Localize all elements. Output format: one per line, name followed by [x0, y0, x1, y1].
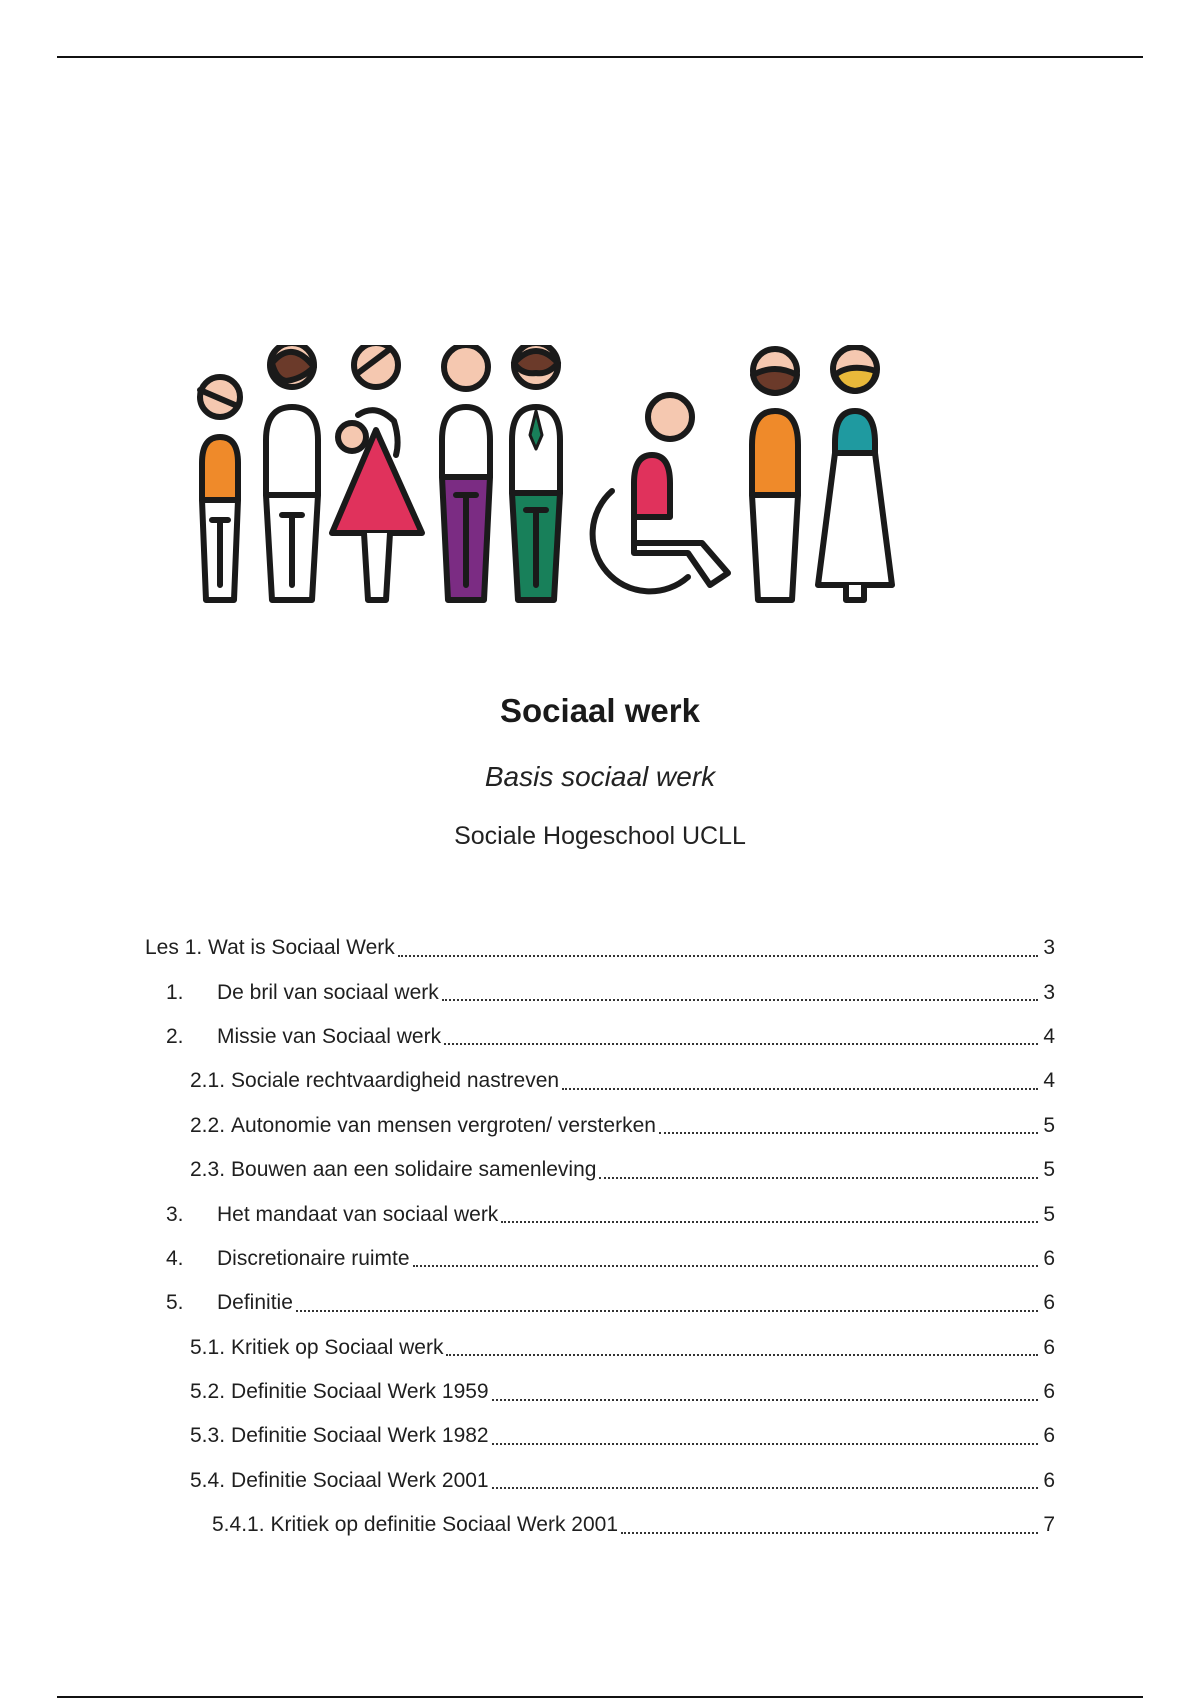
header-rule — [57, 56, 1143, 58]
toc-entry-number: 2.2. — [190, 1113, 226, 1137]
toc-entry-number: 2.3. — [190, 1158, 226, 1182]
person-figure-adult-orange — [752, 349, 798, 600]
toc-entry-number: 2.1. — [190, 1069, 226, 1093]
toc-entry-number: 3. — [166, 1202, 184, 1226]
toc-entry-number: 5. — [166, 1291, 184, 1315]
toc-entry[interactable] — [145, 970, 1055, 1014]
toc-leader-dots — [413, 1264, 1038, 1267]
toc-entry[interactable] — [145, 1015, 1055, 1059]
toc-entry-page: 6 — [1043, 1468, 1055, 1492]
toc-entry-label: Definitie Sociaal Werk 1959 — [231, 1380, 489, 1404]
toc-entry-page: 6 — [1043, 1246, 1055, 1270]
toc-entry-page: 7 — [1043, 1513, 1055, 1537]
toc-leader-dots — [562, 1087, 1038, 1090]
toc-entry-page: 4 — [1043, 1024, 1055, 1048]
toc-entry[interactable] — [145, 1370, 1055, 1414]
toc-entry[interactable] — [145, 1281, 1055, 1325]
toc-entry-page: 5 — [1043, 1158, 1055, 1182]
toc-entry-number: 4. — [166, 1246, 184, 1270]
toc-leader-dots — [599, 1176, 1038, 1179]
toc-entry[interactable] — [145, 1192, 1055, 1236]
toc-entry-page: 6 — [1043, 1335, 1055, 1359]
toc-entry-label: Kritiek op Sociaal werk — [231, 1335, 444, 1359]
toc-entry[interactable] — [145, 1503, 1055, 1547]
toc-leader-dots — [398, 954, 1038, 957]
toc-leader-dots — [442, 998, 1038, 1001]
toc-leader-dots — [446, 1353, 1038, 1356]
toc-leader-dots — [444, 1042, 1038, 1045]
toc-entry-number: 2. — [166, 1024, 184, 1048]
person-figure-wheelchair — [593, 395, 728, 591]
person-figure-woman-dress — [818, 347, 892, 600]
toc-leader-dots — [659, 1131, 1038, 1134]
toc-entry-label: Het mandaat van sociaal werk — [217, 1202, 499, 1226]
toc-entry[interactable] — [145, 1059, 1055, 1103]
toc-entry[interactable] — [145, 1148, 1055, 1192]
person-figure-adult-tie — [512, 345, 560, 600]
toc-entry[interactable] — [145, 1414, 1055, 1458]
toc-entry-page: 5 — [1043, 1202, 1055, 1226]
person-figure-adult-brown-hair — [266, 345, 318, 600]
document-title: Sociaal werk — [500, 692, 700, 729]
toc-entry[interactable] — [145, 1104, 1055, 1148]
toc-entry-label: Kritiek op definitie Sociaal Werk 2001 — [270, 1513, 619, 1537]
toc-entry-label: Discretionaire ruimte — [217, 1246, 410, 1270]
toc-entry[interactable] — [145, 1326, 1055, 1370]
toc-entry-page: 4 — [1043, 1069, 1055, 1093]
toc-entry-page: 3 — [1043, 980, 1055, 1004]
toc-entry[interactable] — [145, 926, 1055, 970]
toc-entry-label: Missie van Sociaal werk — [217, 1024, 442, 1048]
people-group-illustration — [190, 345, 990, 655]
toc-entry-label: Definitie — [217, 1291, 293, 1315]
person-figure-woman-with-baby — [332, 345, 422, 600]
toc-entry-label: Les 1. Wat is Sociaal Werk — [145, 936, 395, 960]
person-figure-adult-purple — [442, 345, 490, 600]
toc-entry-number: 1. — [166, 980, 184, 1004]
toc-entry-number: 5.2. — [190, 1380, 226, 1404]
toc-entry-page: 6 — [1043, 1424, 1055, 1448]
toc-entry-label: De bril van sociaal werk — [217, 980, 439, 1004]
toc-entry[interactable] — [145, 1237, 1055, 1281]
toc-entry-label: Autonomie van mensen vergroten/ versterken — [231, 1113, 656, 1137]
person-figure-child-cap — [200, 377, 240, 600]
toc-entry-number: 5.4.1. — [212, 1513, 265, 1537]
toc-entry-number: 5.1. — [190, 1335, 226, 1359]
toc-entry-page: 6 — [1043, 1291, 1055, 1315]
toc-entry-page: 6 — [1043, 1380, 1055, 1404]
toc-leader-dots — [501, 1220, 1038, 1223]
toc-leader-dots — [492, 1486, 1038, 1489]
footer-rule — [57, 1696, 1143, 1698]
toc-leader-dots — [296, 1309, 1038, 1312]
toc-leader-dots — [492, 1398, 1038, 1401]
toc-entry-page: 5 — [1043, 1113, 1055, 1137]
toc-entry-number: 5.3. — [190, 1424, 226, 1448]
toc-entry-label: Definitie Sociaal Werk 2001 — [231, 1468, 489, 1492]
toc-entry[interactable] — [145, 1459, 1055, 1503]
toc-entry-number: 5.4. — [190, 1468, 226, 1492]
toc-entry-label: Sociale rechtvaardigheid nastreven — [231, 1069, 560, 1093]
table-of-contents — [145, 926, 1055, 1547]
toc-entry-label: Bouwen aan een solidaire samenleving — [231, 1158, 597, 1182]
toc-entry-label: Definitie Sociaal Werk 1982 — [231, 1424, 489, 1448]
document-subtitle: Basis sociaal werk — [484, 761, 716, 792]
institution-name: Sociale Hogeschool UCLL — [454, 822, 746, 850]
toc-leader-dots — [492, 1442, 1038, 1445]
toc-entry-page: 3 — [1043, 936, 1055, 960]
toc-leader-dots — [621, 1531, 1038, 1534]
